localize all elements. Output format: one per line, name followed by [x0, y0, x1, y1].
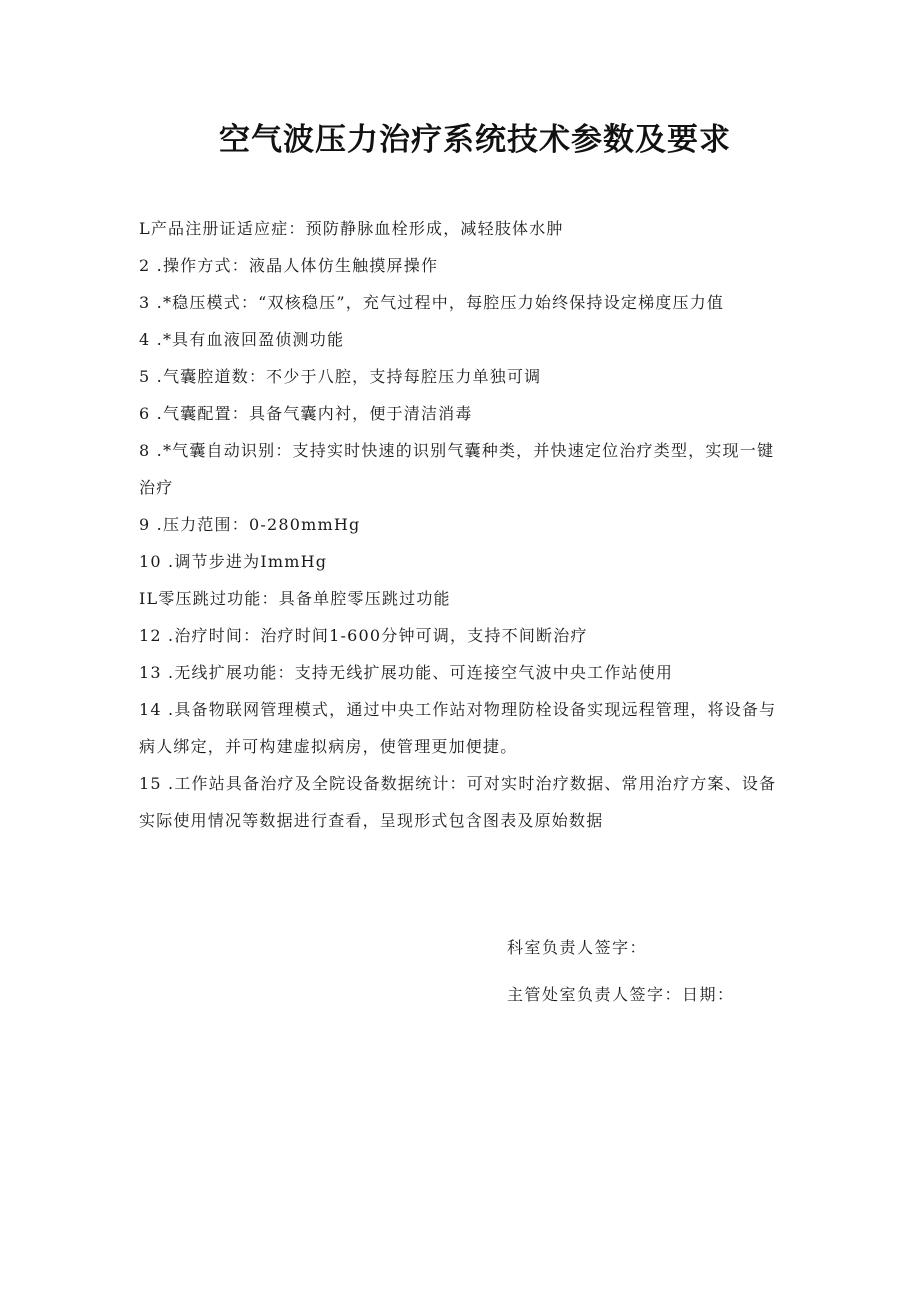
requirement-item-5: 5 .气囊腔道数：不少于八腔，支持每腔压力单独可调 [139, 367, 542, 386]
requirement-item-1: L产品注册证适应症：预防静脉血栓形成，减轻肢体水肿 [139, 219, 564, 238]
requirement-item-15: 15 .工作站具备治疗及全院设备数据统计：可对实时治疗数据、常用治疗方案、设备实际使用情况等数据进行查看，呈现形式包含图表及原始数据 [139, 774, 777, 830]
document-title: 空气波压力治疗系统技术参数及要求 [219, 122, 731, 158]
requirement-item-14: 14 .具备物联网管理模式，通过中央工作站对物理防栓设备实现远程管理，将设备与病人绑定，并可构建虚拟病房，使管理更加便捷。 [139, 700, 777, 756]
requirement-item-12: 12 .治疗时间：治疗时间1-600分钟可调，支持不间断治疗 [139, 626, 588, 645]
department-head-signature-label: 科室负责人签字： [507, 938, 648, 957]
requirement-item-13: 13 .无线扩展功能：支持无线扩展功能、可连接空气波中央工作站使用 [139, 663, 674, 682]
requirement-item-2: 2 .操作方式：液晶人体仿生触摸屏操作 [139, 256, 439, 275]
requirement-item-10: 10 .调节步进为ImmHg [139, 552, 328, 571]
requirement-item-6: 6 .气囊配置：具备气囊内衬，便于清洁消毒 [139, 404, 473, 423]
requirements-list [139, 210, 779, 839]
supervisor-signature-date-label: 主管处室负责人签字：日期： [507, 985, 735, 1004]
requirement-item-11: IL零压跳过功能：具备单腔零压跳过功能 [139, 589, 451, 608]
requirement-item-9: 9 .压力范围：0-280mmHg [139, 515, 361, 534]
signature-block [507, 936, 867, 1007]
requirement-item-3: 3 .*稳压模式：“双核稳压”，充气过程中，每腔压力始终保持设定梯度压力值 [139, 293, 725, 312]
requirement-item-8: 8 .*气囊自动识别：支持实时快速的识别气囊种类，并快速定位治疗类型，实现一键治疗 [139, 441, 775, 497]
requirement-item-4: 4 .*具有血液回盈侦测功能 [139, 330, 345, 349]
